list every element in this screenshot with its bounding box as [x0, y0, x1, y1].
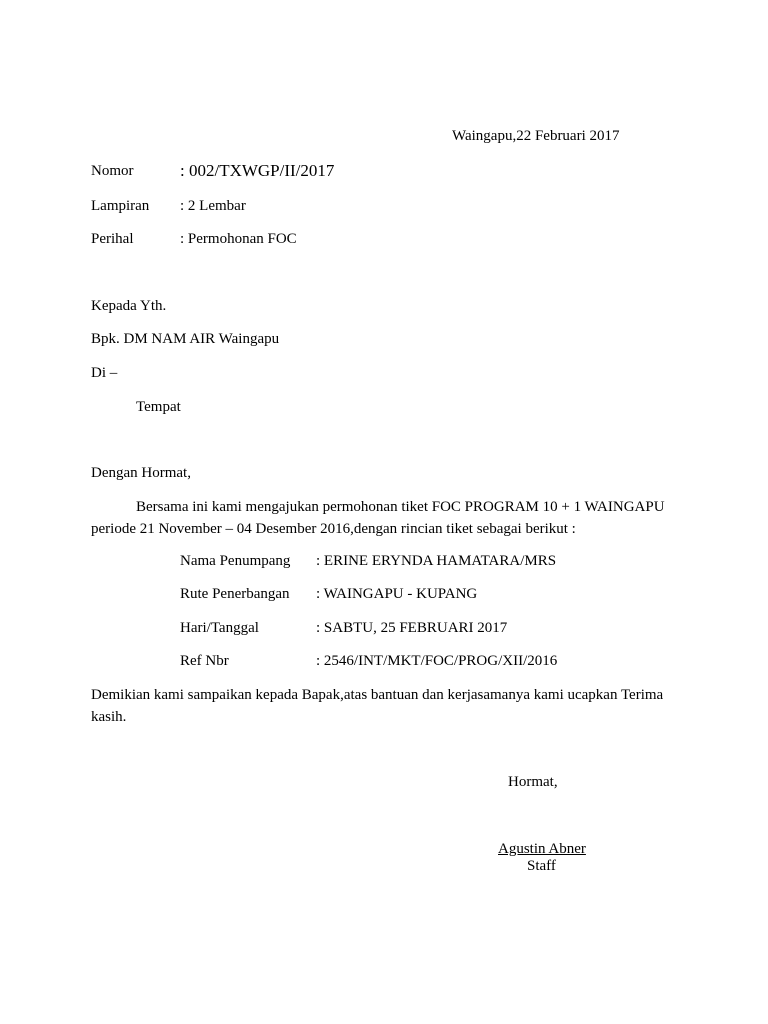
- signoff: Hormat,: [508, 774, 558, 790]
- intro-paragraph: Bersama ini kami mengajukan permohonan tiket FOC PROGRAM 10 + 1 WAINGAPU periode 21 November – 04 Desember 2016,dengan rincian tiket sebagai berikut :: [91, 499, 665, 537]
- lampiran-label: Lampiran: [91, 198, 150, 214]
- nama-value: : ERINE ERYNDA HAMATARA/MRS: [316, 553, 557, 569]
- ref-value: : 2546/INT/MKT/FOC/PROG/XII/2016: [316, 653, 558, 669]
- nomor-value: : 002/TXWGP/II/2017: [180, 161, 335, 180]
- lampiran-value: : 2 Lembar: [180, 198, 246, 214]
- ref-label: Ref Nbr: [180, 653, 229, 669]
- recipient-line-4: Tempat: [136, 399, 181, 415]
- perihal-value: : Permohonan FOC: [180, 231, 297, 247]
- greeting: Dengan Hormat,: [91, 465, 191, 481]
- hari-value: : SABTU, 25 FEBRUARI 2017: [316, 620, 508, 636]
- nama-label: Nama Penumpang: [180, 553, 291, 569]
- rute-value: : WAINGAPU - KUPANG: [316, 586, 478, 602]
- recipient-line-1: Kepada Yth.: [91, 298, 167, 314]
- recipient-line-2: Bpk. DM NAM AIR Waingapu: [91, 331, 280, 347]
- closing-paragraph: Demikian kami sampaikan kepada Bapak,atas bantuan dan kerjasamanya kami ucapkan Terima kasih.: [91, 687, 664, 725]
- hari-label: Hari/Tanggal: [180, 620, 259, 636]
- signer-title: Staff: [527, 858, 556, 874]
- recipient-line-3: Di –: [91, 365, 118, 381]
- place-date: Waingapu,22 Februari 2017: [452, 128, 620, 144]
- signer-name: Agustin Abner: [498, 841, 586, 857]
- nomor-label: Nomor: [91, 163, 134, 179]
- rute-label: Rute Penerbangan: [180, 586, 290, 602]
- perihal-label: Perihal: [91, 231, 134, 247]
